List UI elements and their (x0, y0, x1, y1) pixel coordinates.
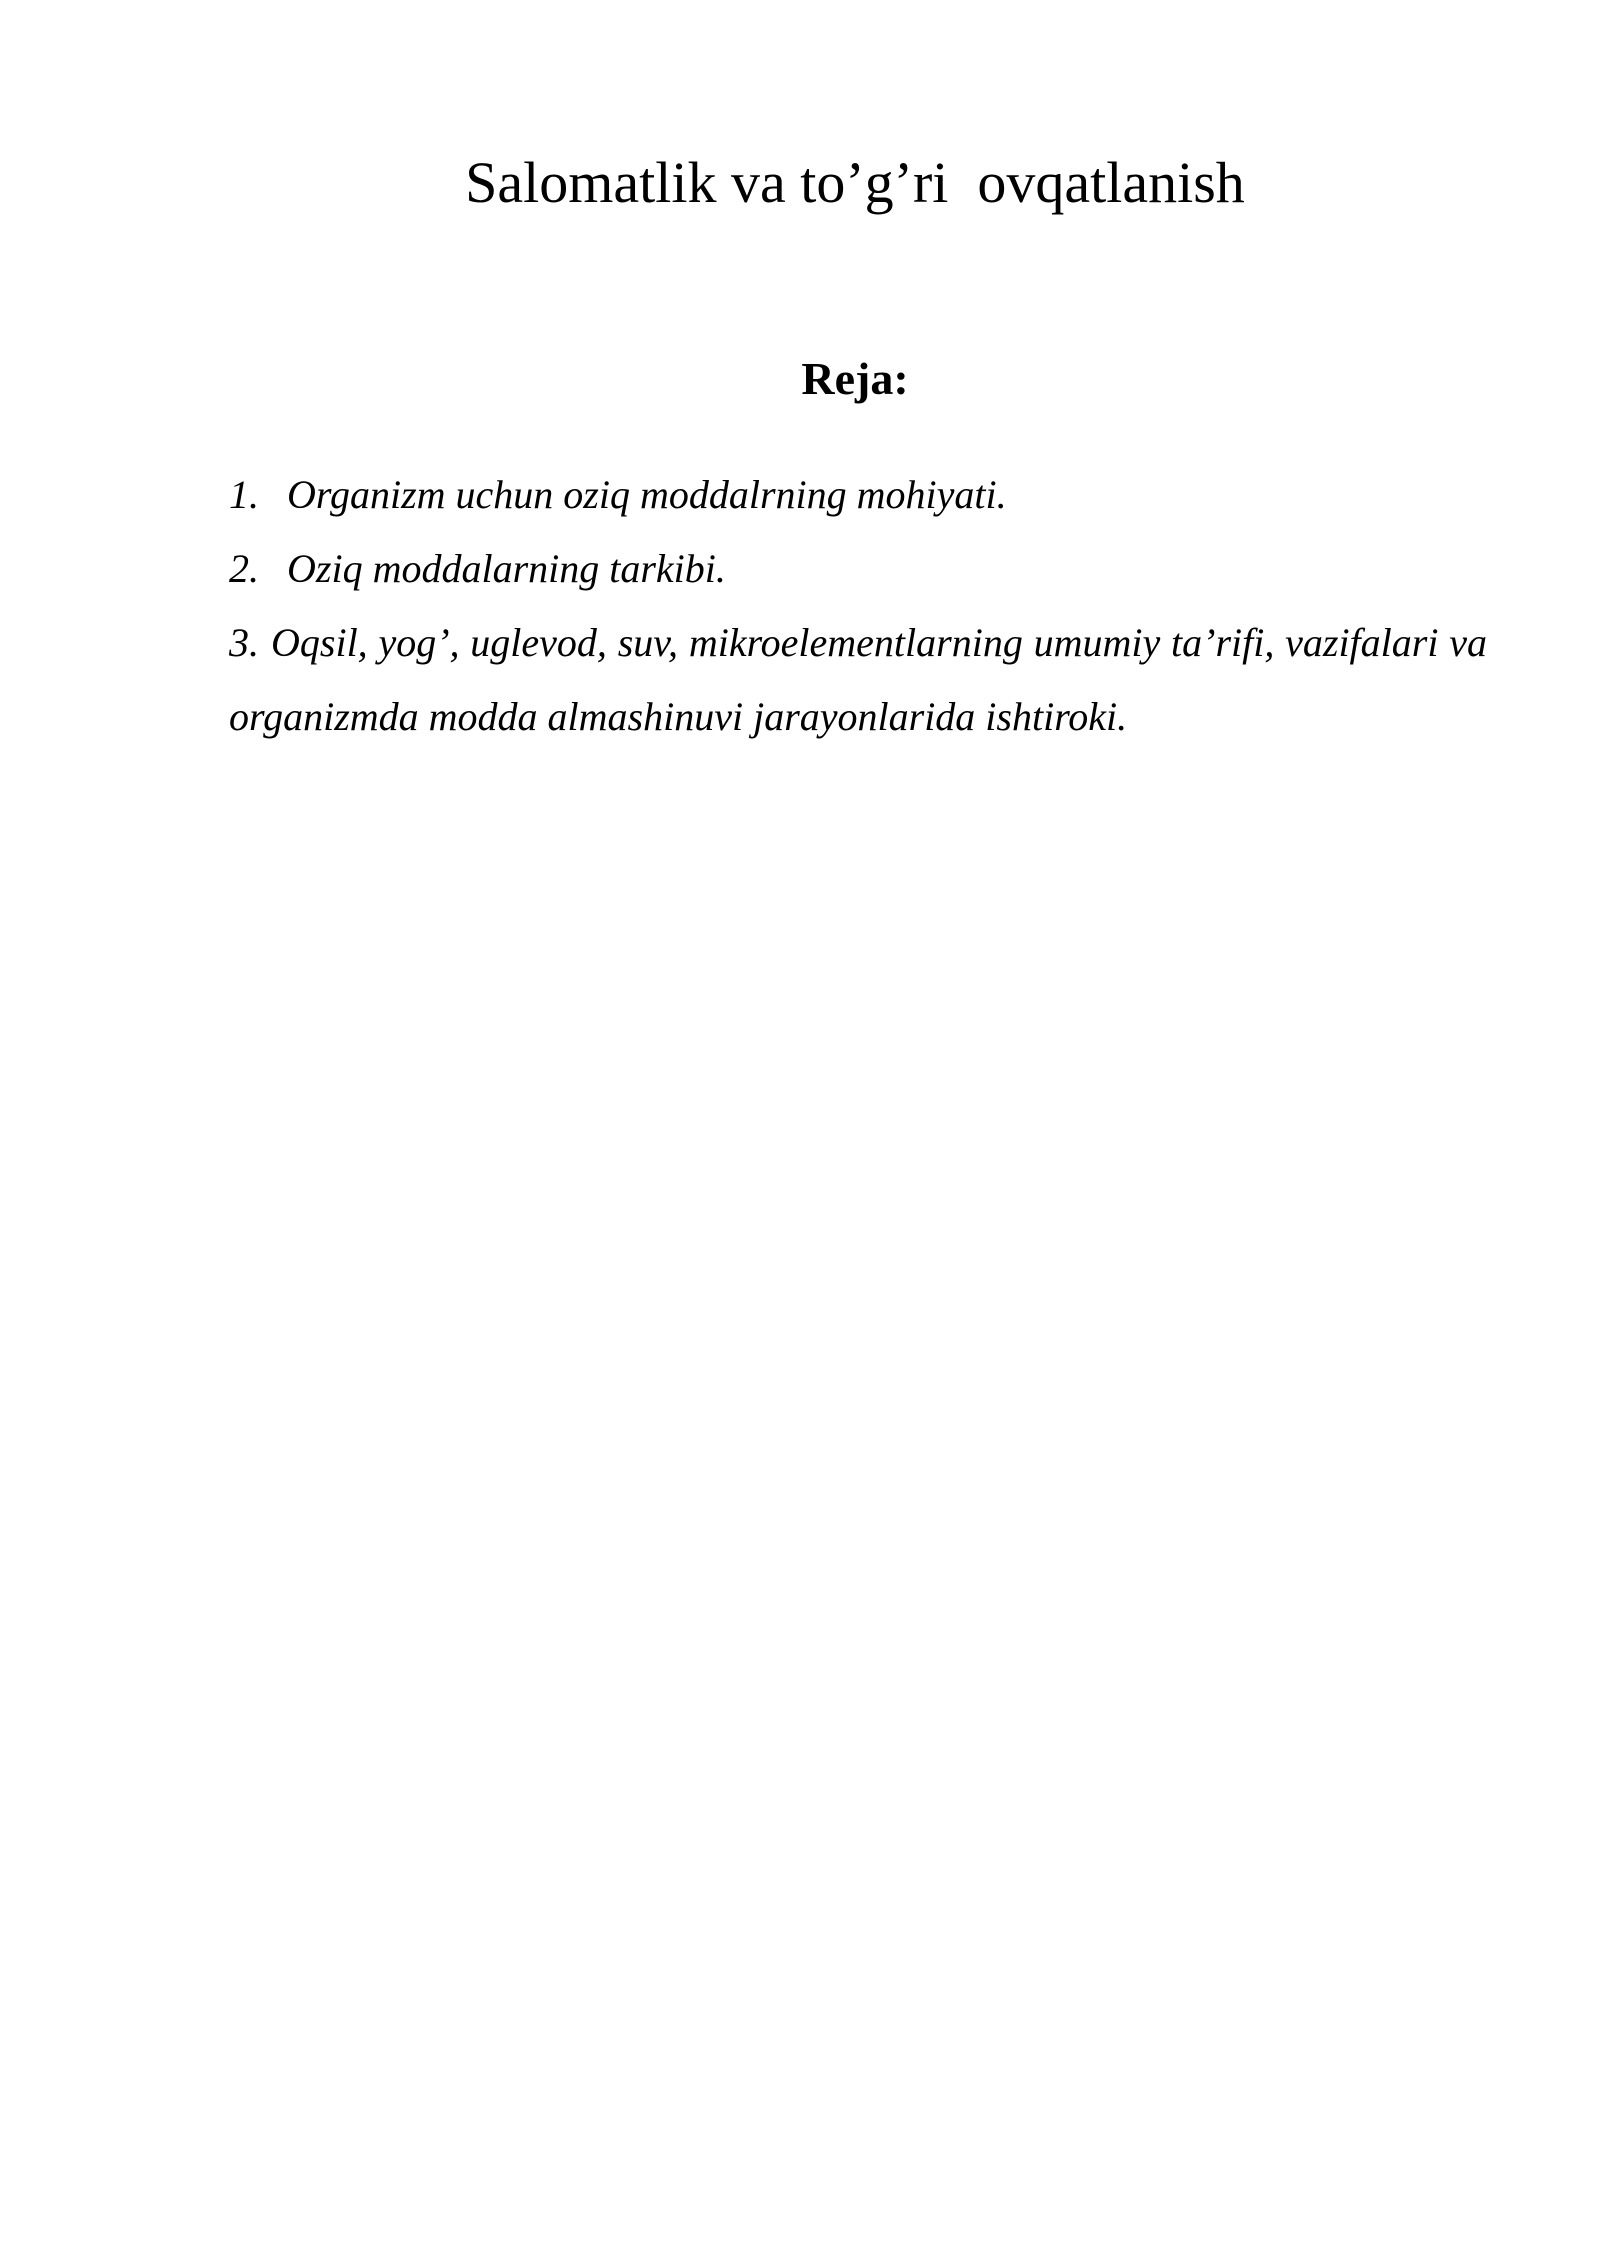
plan-item-text: Organizm uchun oziq moddalrning mohiyati. (287, 472, 1007, 517)
plan-item-number: 3. (229, 620, 259, 665)
document-title: Salomatlik va to’g’ri ovqatlanish (465, 150, 1245, 215)
plan-item-2 (229, 532, 1487, 606)
plan-item-number: 1. (229, 472, 259, 517)
plan-list (229, 458, 1487, 754)
plan-item-text: Oqsil, yog’, uglevod, suv, mikroelementlarning umumiy ta’rifi, vazifalari va organizmda modda almashinuvi jarayonlarida ishtiroki. (229, 620, 1487, 739)
plan-item-number: 2. (229, 546, 259, 591)
plan-item-text: Oziq moddalarning tarkibi. (287, 546, 726, 591)
plan-item-3 (229, 606, 1487, 754)
plan-heading: Reja: (801, 353, 909, 404)
plan-item-1 (229, 458, 1487, 532)
